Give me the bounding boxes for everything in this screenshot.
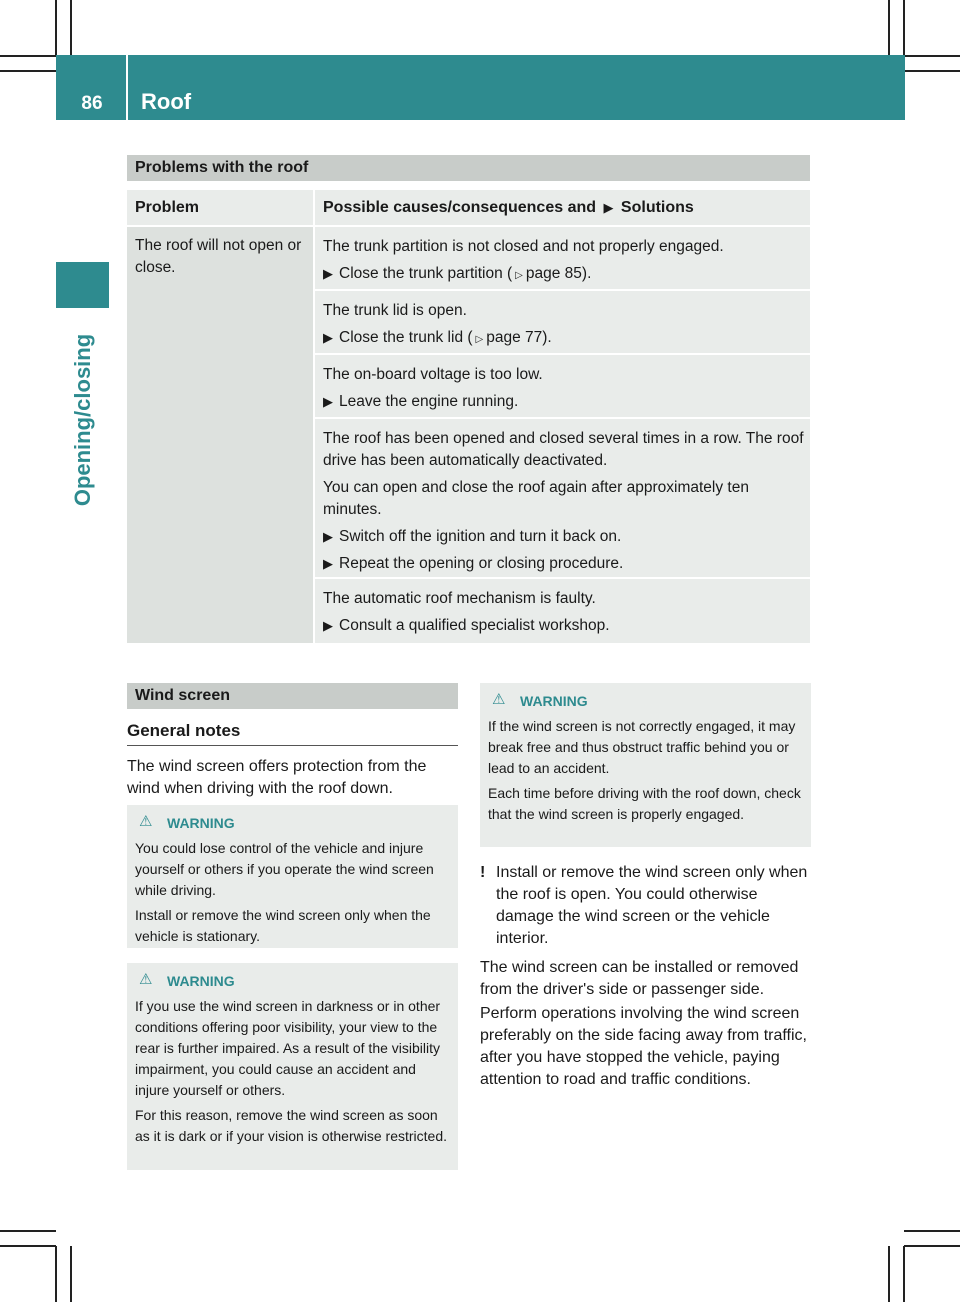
wind-screen-title: Wind screen <box>127 683 458 709</box>
cause-text: The automatic roof mechanism is faulty. <box>323 590 596 607</box>
crop-mark <box>903 1246 905 1302</box>
cause-text: You can open and close the roof again after approximately ten minutes. <box>323 479 749 518</box>
problem-cell: The roof will not open or close. <box>127 227 313 643</box>
table-row <box>315 227 810 289</box>
crop-mark <box>55 0 57 56</box>
warning-box <box>480 683 811 847</box>
crop-mark <box>0 55 56 57</box>
arrow-right-icon: ▶ <box>323 556 333 571</box>
table-title: Problems with the roof <box>127 155 810 181</box>
warning-text: If the wind screen is not correctly engaged, it may break free and thus obstruct traffic behind you or lead to an accident. <box>488 718 796 776</box>
arrow-right-icon: ▶ <box>323 394 333 409</box>
warning-text: Install or remove the wind screen only when the vehicle is stationary. <box>135 907 431 944</box>
section-title: Roof <box>141 89 192 114</box>
arrow-right-icon: ▶ <box>323 266 333 281</box>
solution-step: ▶ Consult a qualified specialist workshop. <box>323 615 804 637</box>
crop-mark <box>904 1230 960 1232</box>
crop-mark <box>0 1230 56 1232</box>
solution-step: ▶ Repeat the opening or closing procedure. <box>323 553 804 575</box>
warning-label: WARNING <box>167 973 235 989</box>
general-notes-heading: General notes <box>127 721 241 740</box>
solution-step: ▶ Close the trunk partition ( ▷ page 85). <box>323 263 804 287</box>
warning-box <box>127 963 458 1170</box>
crop-mark <box>904 1245 960 1247</box>
cause-text: The trunk partition is not closed and not properly engaged. <box>323 238 724 255</box>
note-block <box>480 862 813 950</box>
crop-mark <box>70 0 72 56</box>
page-ref-icon: ▷ <box>515 270 523 281</box>
warning-text: You could lose control of the vehicle and injure yourself or others if you operate the wind screen while driving. <box>135 840 434 898</box>
table-row <box>315 579 810 643</box>
heading-rule <box>127 745 458 746</box>
note-icon: ! <box>480 864 486 881</box>
solution-step: ▶ Switch off the ignition and turn it back on. <box>323 526 804 548</box>
side-tab <box>56 262 109 308</box>
arrow-right-icon: ▶ <box>323 330 333 345</box>
crop-mark <box>888 1246 890 1302</box>
table-row <box>315 291 810 353</box>
cause-text: The roof has been opened and closed several times in a row. The roof drive has been automatically deactivated. <box>323 430 804 469</box>
solution-step: ▶ Leave the engine running. <box>323 391 804 413</box>
intro-text: The wind screen offers protection from the wind when driving with the roof down. <box>127 758 427 797</box>
crop-mark <box>55 1246 57 1302</box>
chapter-label: Opening/closing <box>70 333 95 507</box>
crop-mark <box>888 0 890 56</box>
column-header-problem: Problem <box>127 190 313 225</box>
body-paragraph: The wind screen can be installed or removed from the driver's side or passenger side. <box>480 959 799 998</box>
page-number: 86 <box>81 93 103 114</box>
body-paragraph: Perform operations involving the wind screen preferably on the side facing away from traffic, after you have stopped the vehicle, paying attention to road and traffic conditions. <box>480 1005 807 1088</box>
warning-label: WARNING <box>520 693 588 709</box>
solution-step: ▶ Close the trunk lid ( ▷ page 77). <box>323 327 804 351</box>
column-header-solutions <box>315 190 810 225</box>
arrow-right-icon: ▶ <box>603 200 614 215</box>
crop-mark <box>904 55 960 57</box>
cause-text: The trunk lid is open. <box>323 302 467 319</box>
warning-triangle-icon: ⚠ <box>492 691 506 708</box>
crop-mark <box>0 70 56 72</box>
crop-mark <box>904 70 960 72</box>
table-row <box>315 355 810 417</box>
warning-triangle-icon: ⚠ <box>139 813 153 830</box>
warning-label: WARNING <box>167 815 235 831</box>
arrow-right-icon: ▶ <box>323 618 333 633</box>
page-ref-icon: ▷ <box>475 334 484 345</box>
warning-text: If you use the wind screen in darkness or in other conditions offering poor visibility, your view to the rear is further impaired. As a result of the visibility impairment, you could cause an accident and injure yourself or others. <box>135 998 441 1098</box>
warning-text: For this reason, remove the wind screen as soon as it is dark or if your vision is otherwise restricted. <box>135 1107 447 1144</box>
column-header-solutions-text: Possible causes/consequences and <box>323 199 597 216</box>
crop-mark <box>70 1246 72 1302</box>
crop-mark <box>0 1245 56 1247</box>
arrow-right-icon: ▶ <box>323 529 333 544</box>
warning-triangle-icon: ⚠ <box>139 971 153 988</box>
note-text: Install or remove the wind screen only when the roof is open. You could otherwise damage the wind screen or the vehicle interior. <box>496 864 808 947</box>
header-divider <box>126 55 128 120</box>
crop-mark <box>903 0 905 56</box>
warning-text: Each time before driving with the roof down, check that the wind screen is properly engaged. <box>488 785 801 822</box>
warning-box <box>127 805 458 948</box>
table-row <box>315 419 810 577</box>
column-header-solutions-tail: Solutions <box>620 199 694 216</box>
cause-text: The on-board voltage is too low. <box>323 366 543 383</box>
